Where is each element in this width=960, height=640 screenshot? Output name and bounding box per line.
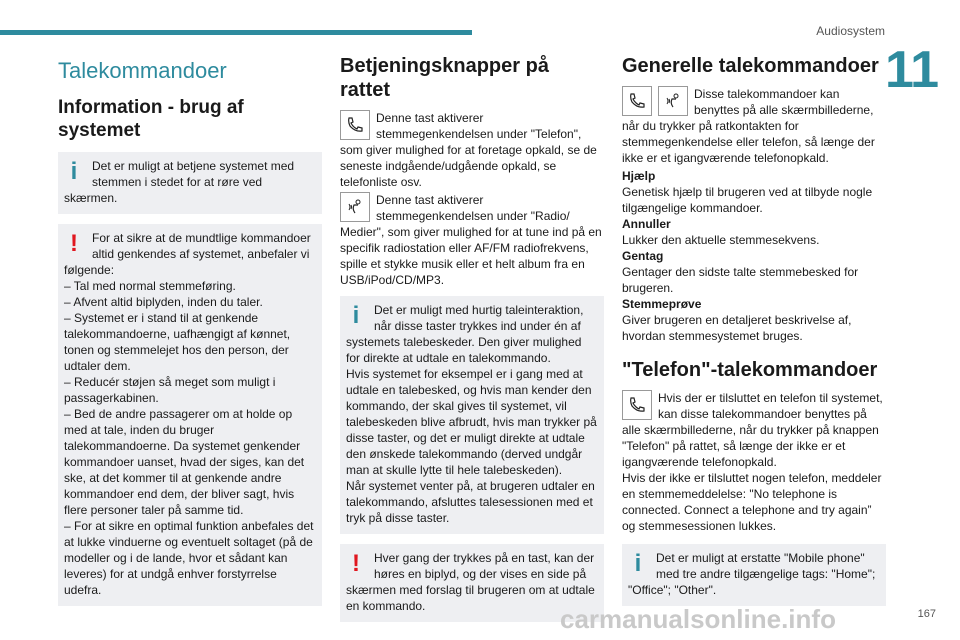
phone-commands-intro (622, 390, 886, 534)
column-1 (58, 54, 322, 616)
phone-icon (340, 110, 370, 140)
phone-key-description (340, 110, 604, 190)
warning-box (58, 224, 322, 606)
info-icon: i (634, 550, 642, 577)
column-3 (622, 54, 886, 616)
section-heading-phone-commands: "Telefon"-talekommandoer (622, 359, 878, 381)
command-item: Annuller Lukker den aktuelle stemmesekvens. (622, 217, 820, 247)
info-text: Det er muligt at erstatte "Mobile phone" med tre andre tilgængelige tags: "Home"; "Office"; "Other". (628, 551, 876, 597)
warning-text: For at sikre at de mundtlige kommandoer altid genkendes af systemet, anbefaler vi følgende: – Tal med normal stemmeføring. – Afvent altid biplyden, inden du taler. – Systemet er i stand til at genkende talekommandoerne, uafhængigt af kønnet, tonen og stemmelejet hos den person, der udtaler dem. – Reducér støjen så meget som muligt i passagerkabinen. – Bed de andre passagerer om at holde op med at tale, inden du bruger talekommandoerne. Da systemet genkender kommandoer uanset, hvad der siges, kan det ske, at det kommer til at genkende andre kommandoer end dem, der bliver sagt, hvis flere personer taler på samme tid. – For at sikre en optimal funktion anbefales det at lukke vinduerne og eventuelt soltaget (på de modeller og i de lande, hvor et sådant kan leveres) for at undgå enhver forstyrrelse udefra. (64, 231, 314, 597)
watermark: carmanualsonline.info (560, 604, 836, 634)
page-title: Talekommandoer (58, 58, 227, 83)
command-item: Hjælp Genetisk hjælp til brugeren ved at tilbyde nogle tilgængelige kommandoer. (622, 169, 873, 215)
voice-command-icon (340, 192, 370, 222)
general-command-list (622, 168, 886, 344)
phone-intro-text: Hvis der er tilsluttet en telefon til systemet, kan disse talekommandoer benyttes på alle skærmbillederne, når du trykker på knappen "Telefon" på rattet, så længe der ikke er et igangværende telefonopkald. Hvis der ikke er tilsluttet nogen telefon, meddeler en stemmemeddelelse: "No telephone is connected. Connect a telephone and try again” og stemmesessionen lukkes. (622, 391, 883, 533)
phone-icon (622, 86, 652, 116)
info-text: Det er muligt med hurtig taleinteraktion, når disse taster trykkes ind under én af systemets talebeskeder. Den giver mulighed for direkte at udtale en talekommando. Hvis systemet for eksempel er i gang med at udtale en talebesked, og hvis man kender den kommando, der skal gives til systemet, vil talebeskeden blive afbrudt, hvis man trykker på disse taster, og det er muligt direkte at udtale den ønskede talekommando (derved undgår man at skulle lytte til hele talebeskeden). Når systemet venter på, at brugeren udtaler en talekommando, afsluttes talesessionen med et tryk på disse taster. (346, 303, 597, 525)
info-box (58, 152, 322, 214)
header-accent-bar (0, 30, 472, 35)
section-name: Audiosystem (816, 24, 885, 38)
voice-command-icon (658, 86, 688, 116)
command-item: Gentag Gentager den sidste talte stemmebesked for brugeren. (622, 249, 859, 295)
general-intro-text: Disse talekommandoer kan benyttes på alle skærmbillederne, når du trykker på ratkontakten for stemmegenkendelse eller telefon, så længe der ikke er et igangværende telefonopkald. (622, 87, 875, 165)
section-heading-steering-controls: Betjeningsknapper på rattet (340, 55, 549, 101)
command-item: Stemmeprøve Giver brugeren en detaljeret beskrivelse af, hvordan stemmesystemet bruges. (622, 297, 852, 343)
chapter-number: 11 (885, 41, 938, 99)
info-text: Det er muligt at betjene systemet med stemmen i stedet for at røre ved skærmen. (64, 159, 295, 205)
page-number: 167 (917, 608, 936, 620)
info-icon: i (70, 158, 78, 185)
warning-text: Hver gang der trykkes på en tast, kan der høres en biplyd, og der vises en side på skærmen med forslag til brugeren om at udtale en kommando. (346, 551, 595, 613)
voice-key-description (340, 192, 604, 288)
phone-icon (622, 390, 652, 420)
section-heading-information: Information - brug af systemet (58, 97, 244, 141)
info-box (622, 544, 886, 606)
section-heading-general-commands: Generelle talekommandoer (622, 55, 879, 77)
warning-icon: ! (352, 550, 360, 577)
phone-key-text: Denne tast aktiverer stemmegenkendelsen under "Telefon", som giver mulighed for at foretage opkald, se de seneste indgående/udgående opkald, se telefonliste osv. (340, 111, 597, 189)
voice-key-text: Denne tast aktiverer stemmegenkendelsen under "Radio/ Medier", som giver mulighed for at tune ind på en specifik radiostation eller AF/FM radiofrekvens, spille et stykke musik eller et helt album fra en USB/iPod/CD/MP3. (340, 193, 602, 287)
general-commands-intro (622, 86, 886, 166)
warning-icon: ! (70, 230, 78, 257)
column-2 (340, 54, 604, 632)
info-box (340, 296, 604, 534)
info-icon: i (352, 302, 360, 329)
